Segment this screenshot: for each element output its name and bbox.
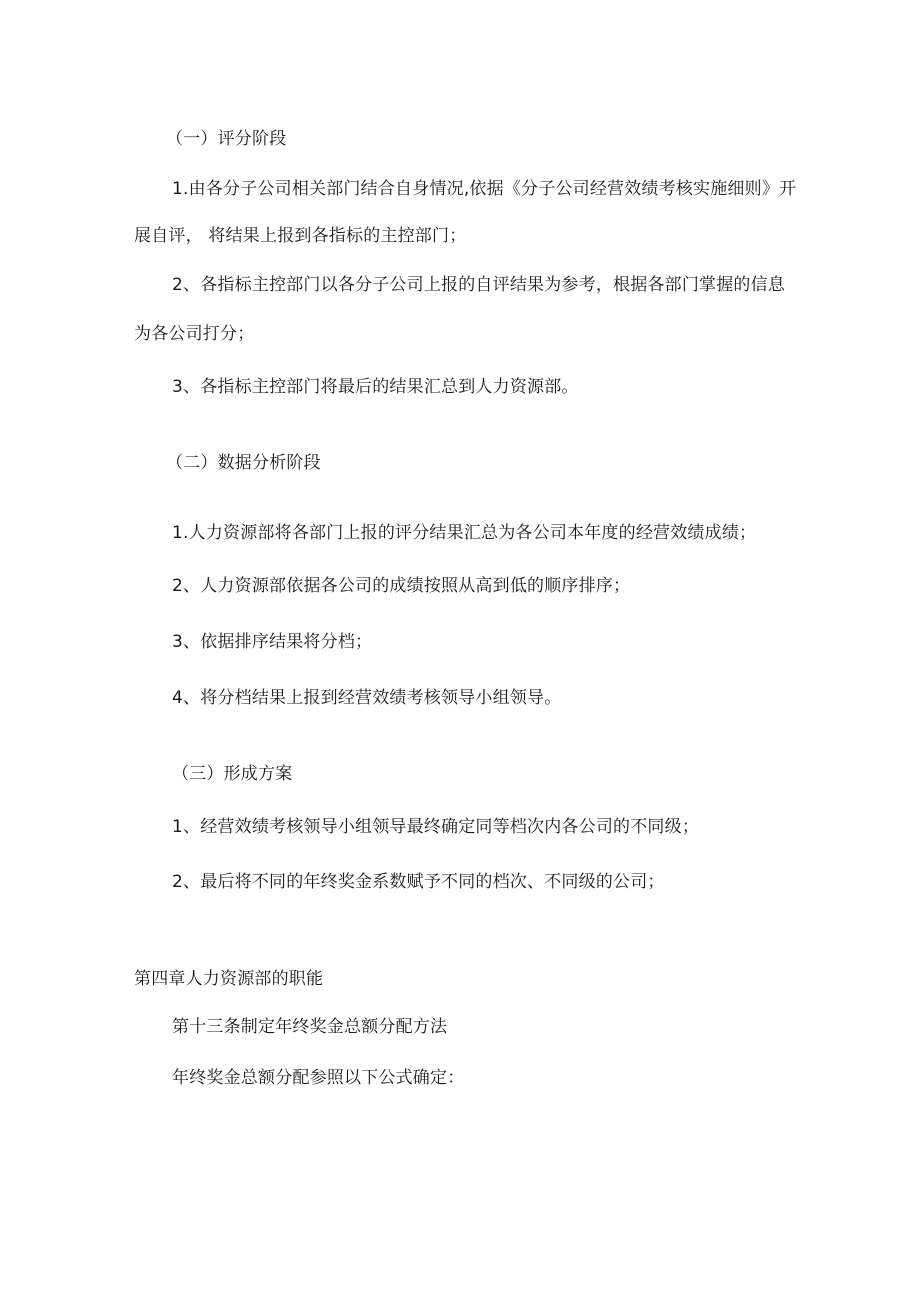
section1-item2-line2: 为各公司打分； bbox=[134, 324, 255, 344]
section1-item1-line1: 1.由各分子公司相关部门结合自身情况,依据《分子公司经营效绩考核实施细则》开 bbox=[172, 179, 797, 199]
chapter4-title: 第四章人力资源部的职能 bbox=[134, 969, 324, 989]
section3-item2: 2、最后将不同的年终奖金系数赋予不同的档次、不同级的公司； bbox=[172, 872, 665, 892]
section2-item3: 3、依据排序结果将分档； bbox=[172, 632, 373, 652]
section1-item1-line2: 展自评， 将结果上报到各指标的主控部门； bbox=[134, 226, 467, 246]
section1-item2-line1: 2、各指标主控部门以各分子公司上报的自评结果为参考，根据各部门掌握的信息 bbox=[172, 275, 786, 295]
article13-title: 第十三条制定年终奖金总额分配方法 bbox=[172, 1017, 448, 1037]
section1-item3: 3、各指标主控部门将最后的结果汇总到人力资源部。 bbox=[172, 377, 579, 397]
section2-heading: （二）数据分析阶段 bbox=[166, 453, 321, 473]
section2-item1: 1.人力资源部将各部门上报的评分结果汇总为各公司本年度的经营效绩成绩； bbox=[172, 523, 757, 543]
section2-item2: 2、人力资源部依据各公司的成绩按照从高到低的顺序排序； bbox=[172, 576, 631, 596]
section2-item4: 4、将分档结果上报到经营效绩考核领导小组领导。 bbox=[172, 688, 562, 708]
section1-heading: （一）评分阶段 bbox=[166, 129, 287, 149]
section3-heading: （三）形成方案 bbox=[172, 764, 293, 784]
section3-item1: 1、经营效绩考核领导小组领导最终确定同等档次内各公司的不同级； bbox=[172, 817, 700, 837]
article13-text: 年终奖金总额分配参照以下公式确定： bbox=[172, 1068, 465, 1088]
